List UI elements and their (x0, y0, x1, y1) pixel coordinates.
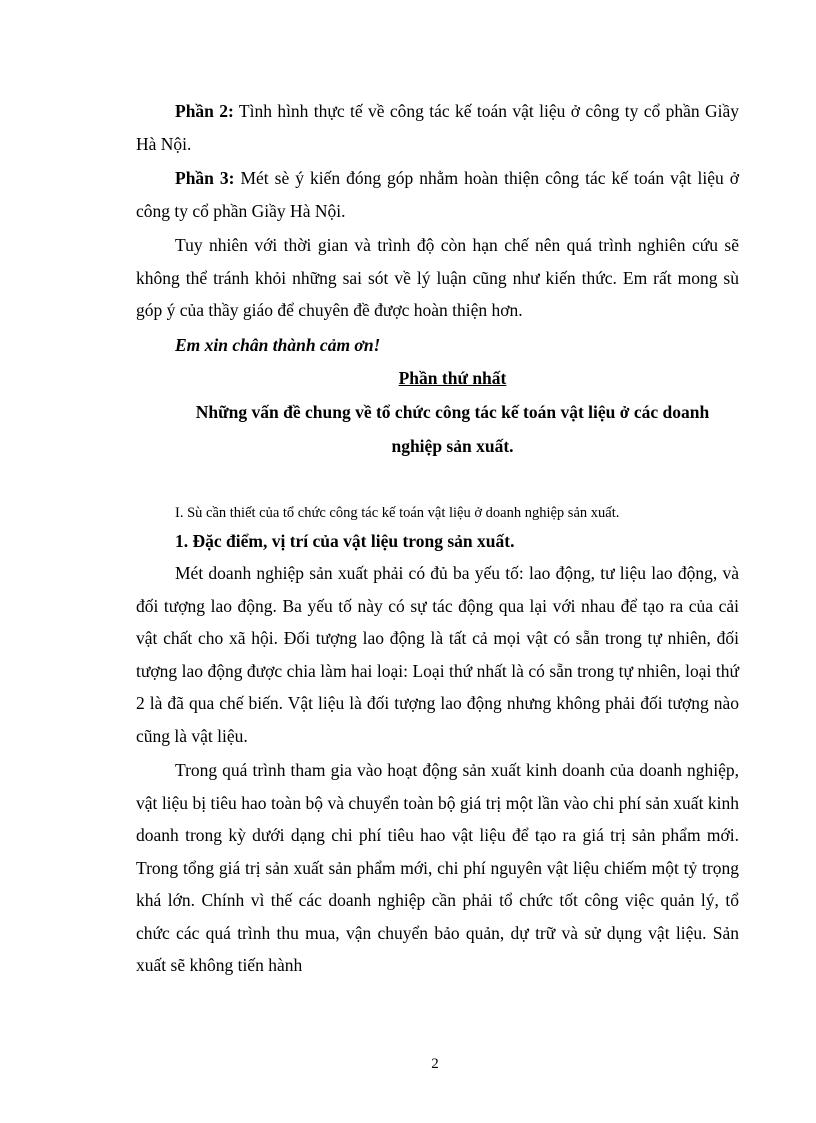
part-subtitle-line-2: nghiệp sản xuất. (391, 436, 514, 456)
paragraph-part-2 (136, 95, 739, 160)
section-i-heading: I. Sù cần thiết của tổ chức công tác kế toán vật liệu ở doanh nghiệp sản xuất. (175, 505, 620, 521)
part-2-text: Tình hình thực tế về công tác kế toán vật liệu ở công ty cổ phần Giầy Hà Nội. (136, 101, 740, 154)
part-3-text: Mét sè ý kiến đóng góp nhằm hoàn thiện công tác kế toán vật liệu ở công ty cổ phần Giầy Hà Nội. (136, 168, 739, 221)
part-3-label: Phần 3: (175, 168, 235, 188)
paragraph-factors: Mét doanh nghiệp sản xuất phải có đủ ba yếu tố: lao động, tư liệu lao động, và đối tượng lao động. Ba yếu tố này có sự tác động qua lại với nhau để tạo ra của cải vật chất cho xã hội. Đối tượng lao động là tất cả mọi vật có sẵn trong tự nhiên, đối tượng lao động được chia làm hai loại: Loại thứ nhất là có sẵn trong tự nhiên, loại thứ 2 là đã qua chế biến. Vật liệu là đối tượng lao động nhưng không phải đối tượng nào cũng là vật liệu. (136, 563, 739, 746)
paragraph-consumption: Trong quá trình tham gia vào hoạt động sản xuất kinh doanh của doanh nghiệp, vật liệu bị tiêu hao toàn bộ và chuyển toàn bộ giá trị một lần vào chi phí sản xuất kinh doanh trong kỳ dưới dạng chi phí tiêu hao vật liệu để tạo ra giá trị sản phẩm mới. Trong tổng giá trị sản xuất sản phẩm mới, chi phí nguyên vật liệu chiếm một tỷ trọng khá lớn. Chính vì thế các doanh nghiệp cần phải tổ chức tốt công việc quản lý, tổ chức các quá trình thu mua, vận chuyển bảo quản, dự trữ và sử dụng vật liệu. Sản xuất sẽ không tiến hành (136, 760, 739, 975)
page-number: 2 (431, 1056, 439, 1072)
part-title-text: Phần thứ nhất (398, 368, 507, 388)
part-2-label: Phần 2: (175, 101, 234, 121)
thanks-line: Em xin chân thành cảm ơn! (175, 334, 381, 355)
paragraph-part-3 (136, 162, 739, 227)
spacer (136, 463, 739, 501)
document-page (136, 95, 739, 982)
part-title (136, 361, 739, 395)
part-subtitle-line-1: Những vấn đề chung về tổ chức công tác kế toán vật liệu ở các doanh (195, 402, 710, 422)
heading-1: 1. Đặc điểm, vị trí của vật liệu trong sản xuất. (175, 531, 515, 551)
paragraph-limitations: Tuy nhiên với thời gian và trình độ còn hạn chế nên quá trình nghiên cứu sẽ không thể tránh khỏi những sai sót về lý luận cũng như kiến thức. Em rất mong sù góp ý của thầy giáo để chuyên đề được hoàn thiện hơn. (136, 235, 739, 320)
